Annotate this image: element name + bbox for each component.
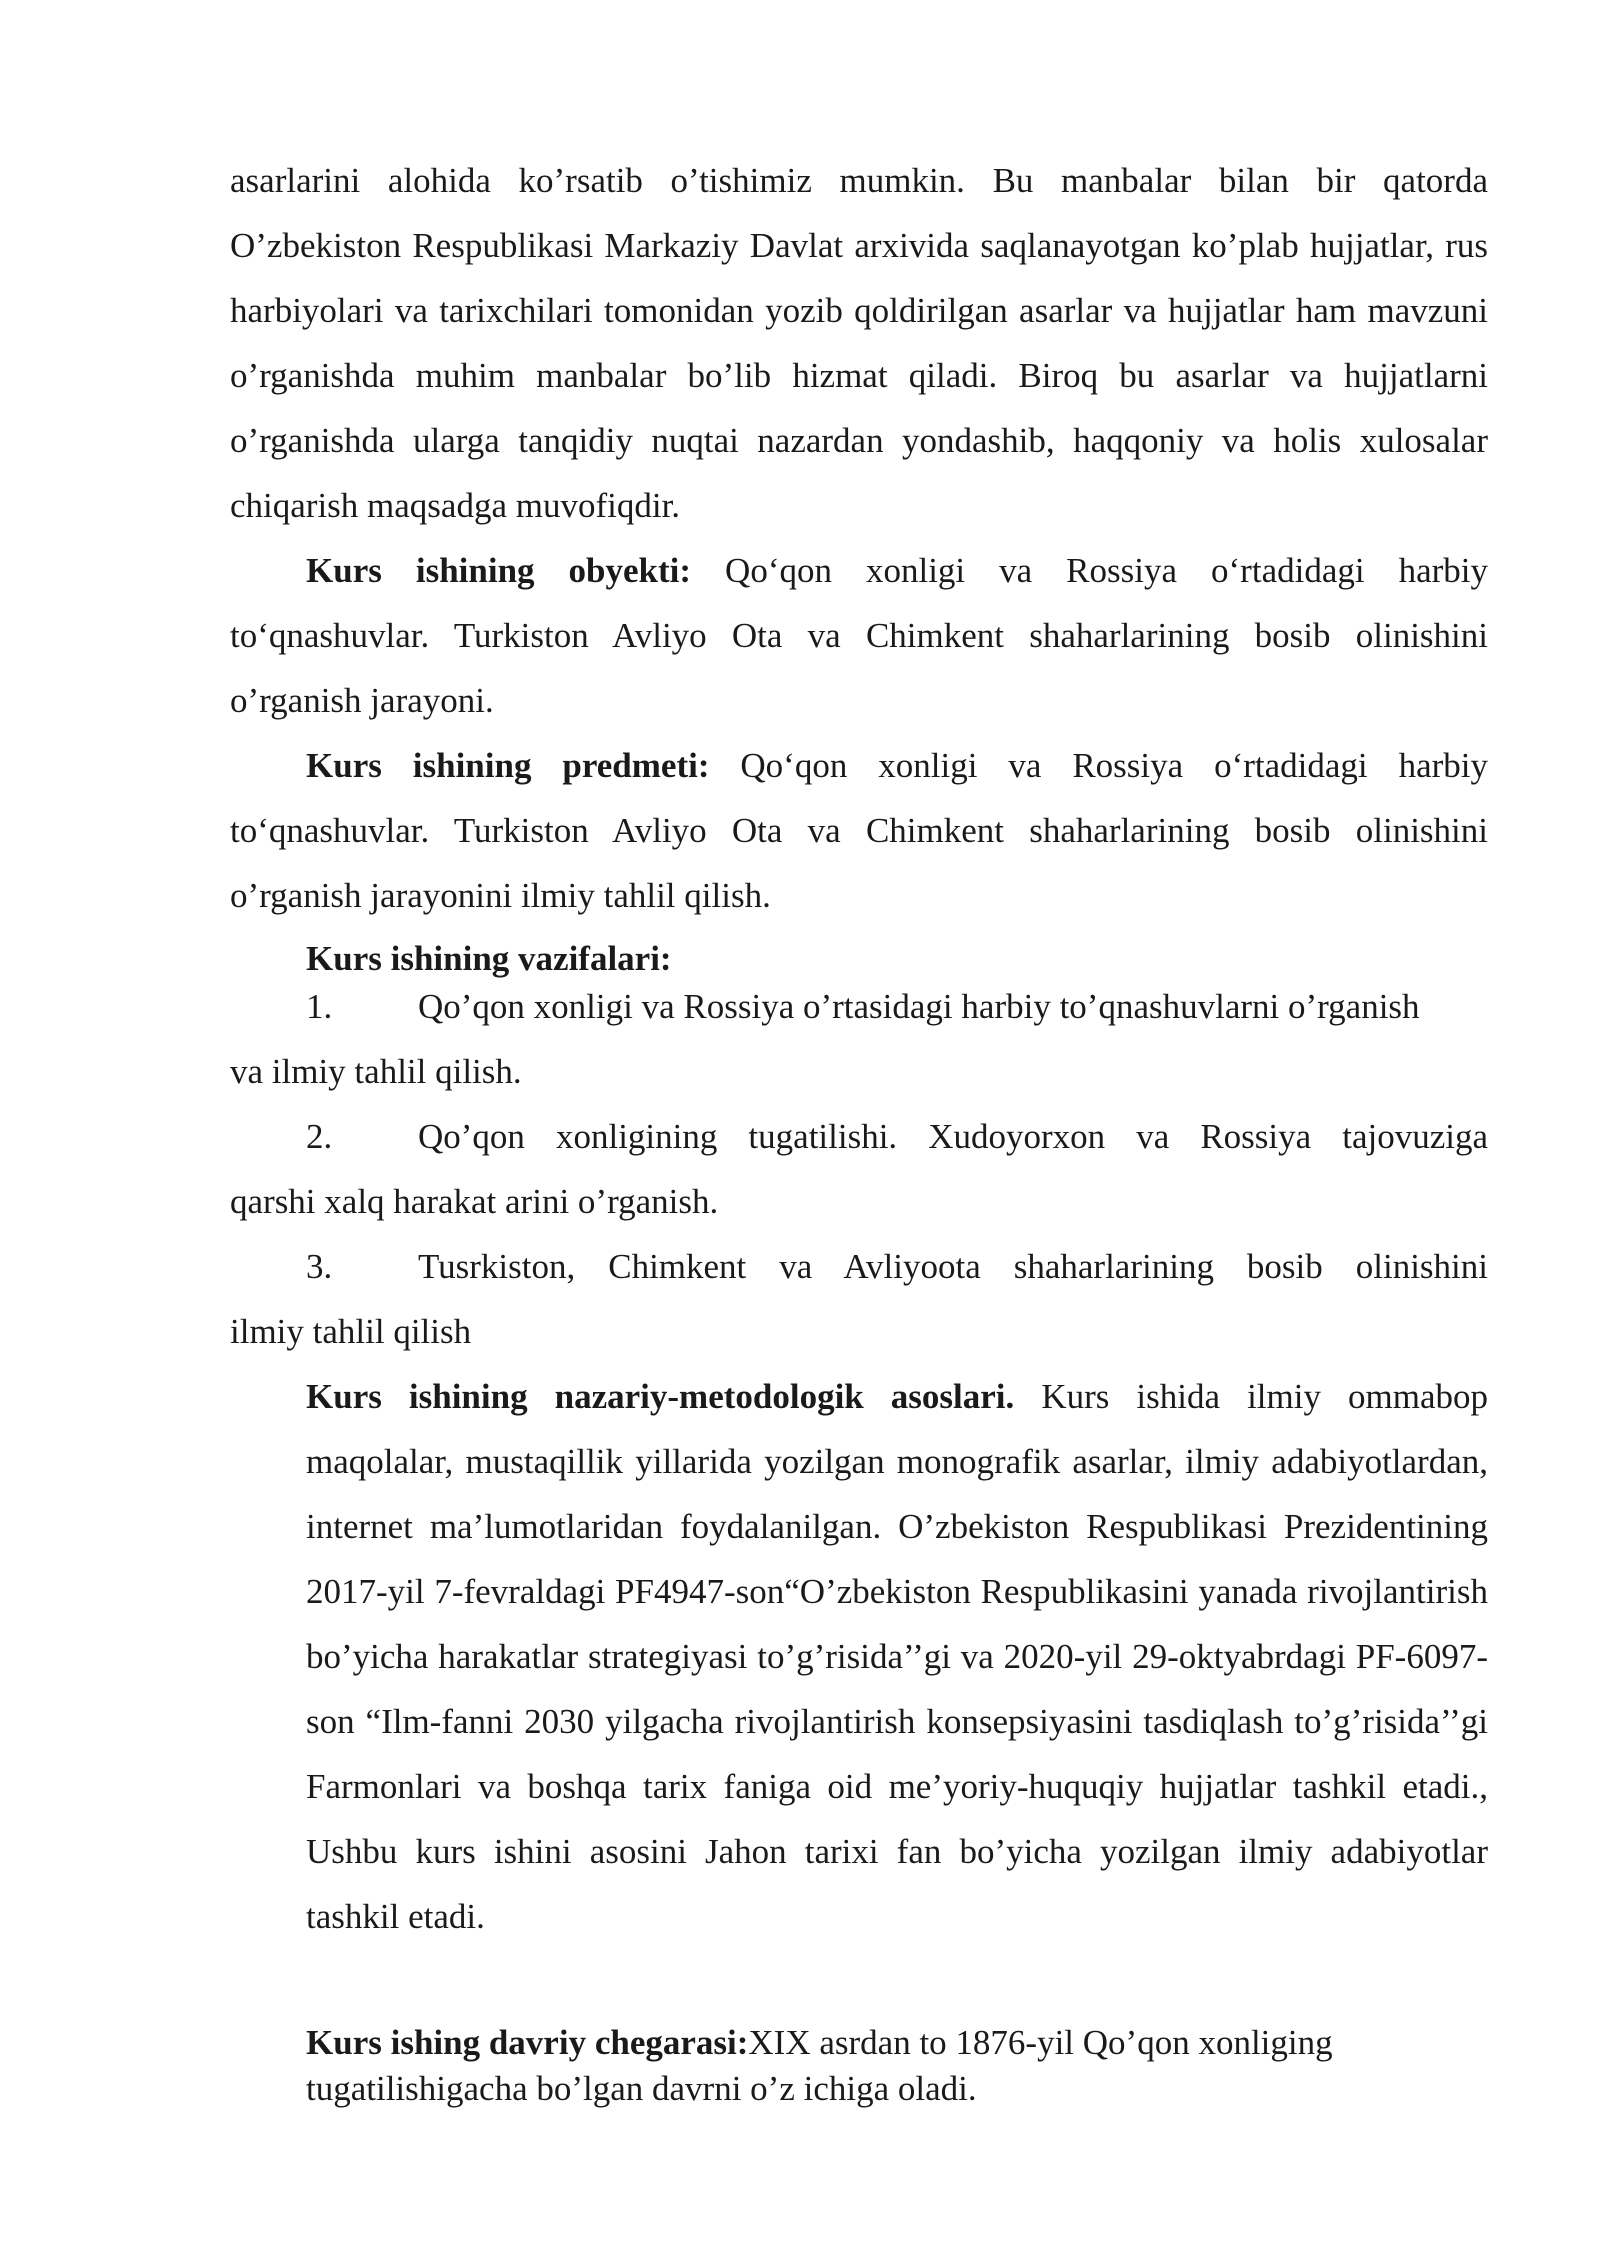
intro-text: asarlarini alohida ko’rsatib o’tishimiz mumkin. Bu manbalar bilan bir qatorda O’zbekiston Respublikasi Markaziy Davlat arxivida saqlanayotgan ko’plab hujjatlar, rus harbiyolari va tarixchilari tomonidan yozib qoldirilgan asarlar va hujjatlar ham mavzuni o’rganishda muhim manbalar bo’lib hizmat qiladi. Biroq bu asarlar va hujjatlarni o’rganishda ularga tanqidiy nuqtai nazardan yondashib, haqqoniy va holis xulosalar chiqarish maqsadga muvofiqdir.: [230, 161, 1488, 525]
obyekt-paragraph: [230, 538, 1488, 733]
intro-paragraph: [230, 148, 1488, 538]
list-item-number: 1.: [306, 987, 333, 1026]
list-item-number: 3.: [306, 1247, 333, 1286]
list-item-continuation: qarshi xalq harakat arini o’rganish.: [230, 1182, 719, 1221]
davriy-label: Kurs ishing davriy chegarasi:: [306, 2023, 749, 2062]
list-item: [230, 1234, 1488, 1364]
predmet-paragraph: [230, 733, 1488, 928]
list-item: [230, 974, 1510, 1104]
list-item-continuation: va ilmiy tahlil qilish.: [230, 1052, 522, 1091]
nazariy-label: Kurs ishining nazariy-metodologik asoslari.: [306, 1377, 1015, 1416]
list-item: [230, 1104, 1488, 1234]
list-item-number: 2.: [306, 1117, 333, 1156]
obyekt-text: Qo‘qon xonligi va Rossiya o‘rtadidagi harbiy to‘qnashuvlar. Turkiston Avliyo Ota va Chimkent shaharlarining bosib olinishini o’rganish jarayoni.: [230, 551, 1488, 720]
davriy-text: XIX asrdan to 1876-yil Qo’qon xonliging tugatilishigacha bo’lgan davrni o’z ichiga oladi.: [306, 2023, 1333, 2108]
list-item-text: Tusrkiston, Chimkent va Avliyoota shaharlarining bosib olinishini: [418, 1247, 1488, 1286]
list-item-text: Qo’qon xonligining tugatilishi. Xudoyorxon va Rossiya tajovuziga: [418, 1117, 1488, 1156]
list-item-text: Qo’qon xonligi va Rossiya o’rtasidagi harbiy to’qnashuvlarni o’rganish: [418, 987, 1420, 1026]
vazifalar-heading: Kurs ishining vazifalari:: [306, 939, 672, 978]
nazariy-text: Kurs ishida ilmiy ommabop maqolalar, mustaqillik yillarida yozilgan monografik asarlar, ilmiy adabiyotlardan, internet ma’lumotlaridan foydalanilgan. O’zbekiston Respublikasi Prezidentining 2017-yil 7-fevraldagi PF4947-son“O’zbekiston Respublikasini yanada rivojlantirish bo’yicha harakatlar strategiyasi to’g’risida’’gi va 2020-yil 29-oktyabrdagi PF-6097-son “Ilm-fanni 2030 yilgacha rivojlantirish konsepsiyasini tasdiqlash to’g’risida’’gi Farmonlari va boshqa tarix faniga oid me’yoriy-huquqiy hujjatlar tashkil etadi., Ushbu kurs ishini asosini Jahon tarixi fan bo’yicha yozilgan ilmiy adabiyotlar tashkil etadi.: [306, 1377, 1488, 1936]
nazariy-paragraph: [306, 1364, 1488, 1949]
davriy-paragraph: [306, 2020, 1488, 2112]
obyekt-label: Kurs ishining obyekti:: [306, 551, 692, 590]
predmet-text: Qo‘qon xonligi va Rossiya o‘rtadidagi harbiy to‘qnashuvlar. Turkiston Avliyo Ota va Chimkent shaharlarining bosib olinishini o’rganish jarayonini ilmiy tahlil qilish.: [230, 746, 1488, 915]
predmet-label: Kurs ishining predmeti:: [306, 746, 710, 785]
list-item-continuation: ilmiy tahlil qilish: [230, 1312, 472, 1351]
